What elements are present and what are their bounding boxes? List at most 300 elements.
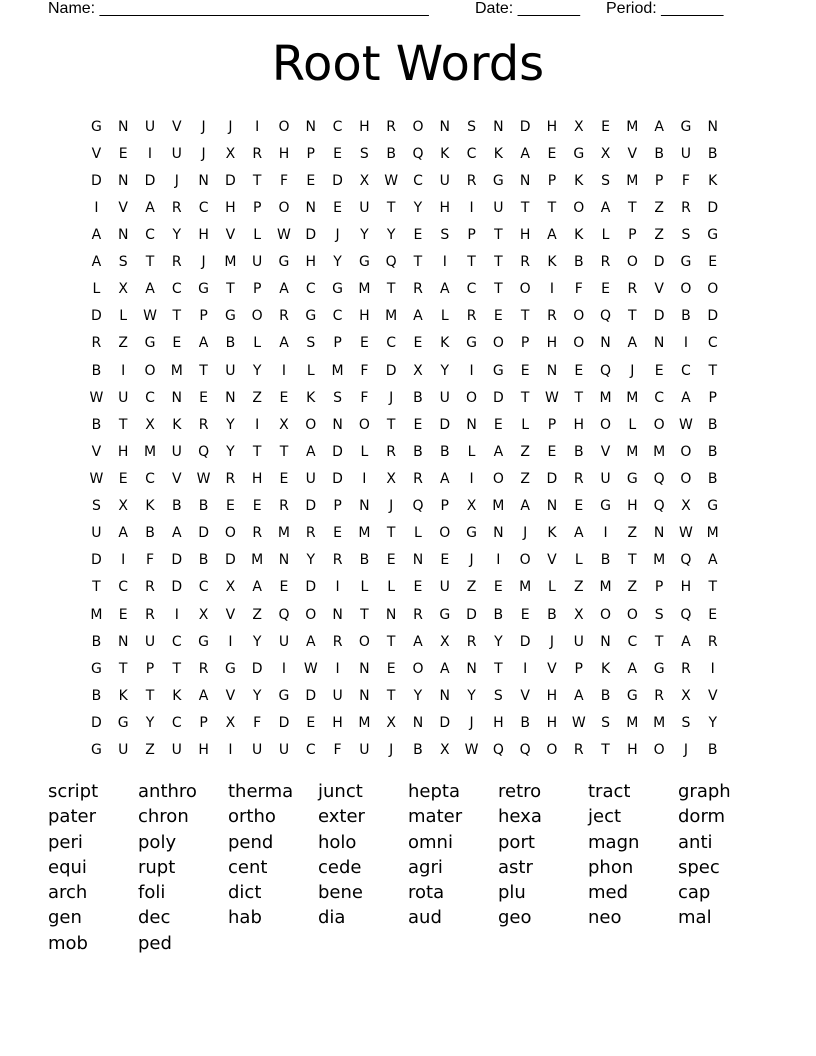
grid-cell: K	[574, 172, 584, 189]
grid-row	[83, 709, 726, 736]
grid-cell: T	[118, 660, 128, 677]
grid-cell: S	[654, 606, 664, 623]
grid-cell: H	[573, 416, 584, 433]
worksheet-header	[0, 0, 816, 20]
grid-cell: D	[439, 714, 451, 731]
grid-cell: M	[626, 389, 639, 406]
word-bank-item: dorm	[678, 806, 726, 828]
grid-cell: N	[412, 552, 424, 569]
grid-cell: Q	[680, 606, 692, 623]
grid-cell: T	[386, 525, 396, 542]
grid-cell: O	[653, 416, 665, 433]
word-bank-item: equi	[48, 856, 87, 878]
grid-cell: I	[710, 660, 715, 677]
grid-cell: N	[439, 118, 450, 135]
grid-cell: E	[252, 498, 262, 515]
grid-cell: J	[174, 172, 179, 189]
grid-row	[83, 737, 726, 764]
grid-cell: P	[628, 226, 637, 243]
grid-cell: Q	[198, 443, 210, 460]
grid-cell: D	[91, 172, 102, 189]
grid-cell: A	[279, 281, 289, 298]
grid-cell: D	[466, 606, 477, 623]
grid-cell: J	[228, 118, 233, 135]
grid-cell: C	[145, 226, 155, 243]
word-bank-item: hepta	[408, 781, 460, 802]
grid-cell: N	[305, 199, 317, 216]
grid-cell: J	[523, 525, 528, 542]
grid-cell: K	[306, 389, 316, 406]
grid-cell: A	[573, 525, 584, 542]
grid-cell: L	[360, 443, 369, 460]
grid-cell: I	[496, 552, 501, 569]
grid-cell: O	[680, 281, 692, 298]
grid-cell: G	[278, 687, 290, 704]
word-bank-item: dict	[228, 882, 262, 904]
grid-cell: B	[493, 606, 504, 623]
grid-cell: B	[413, 389, 423, 406]
word-bank-item: aud	[408, 907, 442, 929]
grid-cell: O	[224, 525, 236, 542]
grid-cell: Y	[413, 687, 423, 704]
grid-cell: H	[493, 714, 504, 731]
grid-cell: B	[359, 552, 370, 569]
grid-cell: W	[277, 226, 291, 243]
grid-cell: H	[546, 118, 558, 135]
grid-cell: U	[225, 362, 236, 379]
grid-cell: I	[523, 660, 528, 677]
grid-cell: A	[439, 281, 450, 298]
grid-cell: W	[571, 714, 586, 731]
grid-cell: J	[469, 714, 474, 731]
grid-cell: A	[600, 199, 611, 216]
word-search-grid	[83, 113, 726, 764]
grid-cell: G	[492, 172, 504, 189]
grid-cell: K	[145, 498, 155, 515]
grid-cell: C	[332, 118, 343, 135]
word-bank-item: foli	[138, 882, 166, 904]
grid-cell: N	[225, 389, 236, 406]
grid-cell: X	[145, 416, 155, 433]
grid-cell: M	[519, 579, 532, 596]
grid-cell: D	[707, 308, 719, 325]
grid-cell: G	[600, 498, 611, 515]
grid-cell: W	[89, 389, 104, 406]
grid-cell: R	[198, 416, 209, 433]
grid-cell: J	[335, 226, 340, 243]
grid-cell: E	[333, 145, 342, 162]
grid-cell: B	[547, 606, 557, 623]
grid-cell: E	[520, 606, 530, 623]
grid-cell: N	[117, 633, 129, 650]
grid-cell: D	[305, 687, 317, 704]
grid-cell: J	[201, 254, 206, 271]
grid-cell: A	[305, 633, 316, 650]
word-bank-item: mob	[48, 932, 88, 954]
grid-cell: J	[201, 118, 206, 135]
grid-cell: A	[681, 389, 691, 406]
grid-cell: S	[91, 498, 101, 515]
grid-cell: T	[172, 308, 182, 325]
grid-cell: L	[92, 281, 101, 298]
grid-cell: G	[573, 145, 585, 162]
grid-cell: O	[519, 281, 531, 298]
grid-cell: E	[520, 362, 530, 379]
grid-cell: X	[439, 742, 450, 759]
grid-cell: H	[546, 335, 558, 352]
grid-cell: B	[573, 254, 584, 271]
grid-cell: D	[305, 498, 317, 515]
grid-cell: N	[466, 660, 477, 677]
grid-cell: O	[305, 416, 317, 433]
grid-cell: B	[707, 416, 718, 433]
grid-row	[83, 194, 726, 221]
grid-cell: A	[627, 660, 638, 677]
grid-cell: K	[547, 525, 557, 542]
grid-cell: R	[413, 470, 423, 487]
grid-cell: Q	[653, 470, 665, 487]
grid-cell: E	[199, 389, 209, 406]
grid-cell: O	[626, 254, 638, 271]
word-bank-item: neo	[588, 907, 622, 929]
grid-cell: H	[627, 498, 638, 515]
grid-cell: T	[520, 308, 530, 325]
grid-cell: G	[707, 498, 719, 515]
grid-cell: C	[654, 389, 665, 406]
grid-cell: X	[225, 714, 236, 731]
word-bank-item: hexa	[498, 806, 542, 828]
grid-cell: G	[278, 254, 290, 271]
word-bank-item: hab	[228, 907, 262, 929]
grid-cell: T	[574, 389, 584, 406]
grid-cell: O	[358, 416, 370, 433]
grid-cell: U	[144, 118, 156, 135]
grid-cell: Y	[494, 633, 503, 650]
word-bank-item: therma	[228, 781, 294, 802]
grid-cell: Q	[680, 552, 692, 569]
grid-cell: M	[358, 525, 371, 542]
word-bank-item: dec	[138, 907, 171, 929]
grid-cell: N	[332, 606, 343, 623]
grid-cell: R	[91, 335, 102, 352]
grid-cell: E	[386, 660, 396, 677]
grid-cell: D	[224, 552, 236, 569]
grid-cell: O	[680, 470, 692, 487]
grid-cell: Y	[252, 362, 262, 379]
grid-cell: N	[546, 362, 558, 379]
grid-cell: D	[171, 579, 183, 596]
grid-cell: R	[681, 660, 691, 677]
word-bank-item: pend	[228, 831, 274, 853]
grid-cell: I	[94, 199, 99, 216]
grid-cell: P	[654, 172, 664, 189]
grid-cell: A	[439, 660, 450, 677]
grid-cell: H	[225, 199, 236, 216]
grid-cell: F	[360, 362, 369, 379]
grid-cell: U	[493, 199, 504, 216]
word-bank-item: phon	[588, 856, 634, 878]
word-bank-item: port	[498, 831, 535, 853]
grid-cell: I	[228, 633, 233, 650]
grid-cell: V	[225, 606, 236, 623]
grid-cell: T	[279, 443, 289, 460]
word-bank-item: anthro	[138, 781, 197, 802]
grid-cell: R	[332, 552, 343, 569]
grid-cell: M	[626, 118, 639, 135]
word-bank-item: graph	[678, 781, 731, 802]
grid-cell: I	[469, 470, 474, 487]
grid-cell: U	[439, 579, 450, 596]
grid-cell: B	[171, 498, 182, 515]
grid-cell: X	[413, 362, 423, 379]
grid-cell: C	[466, 145, 477, 162]
word-bank-item: rupt	[138, 856, 176, 878]
grid-cell: I	[549, 281, 555, 298]
grid-cell: C	[305, 742, 316, 759]
grid-row	[83, 547, 726, 574]
word-bank-item: med	[588, 882, 629, 904]
grid-cell: O	[278, 118, 290, 135]
grid-cell: U	[252, 742, 263, 759]
grid-cell: H	[305, 254, 317, 271]
grid-cell: F	[145, 552, 155, 569]
grid-cell: P	[440, 498, 449, 515]
word-bank-item: chron	[138, 806, 189, 828]
grid-cell: A	[198, 687, 209, 704]
grid-cell: L	[628, 416, 637, 433]
grid-cell: W	[545, 389, 559, 406]
grid-cell: T	[413, 254, 423, 271]
grid-cell: J	[389, 389, 394, 406]
grid-row	[83, 438, 726, 465]
grid-cell: G	[680, 254, 692, 271]
grid-cell: G	[224, 660, 236, 677]
grid-cell: O	[600, 416, 612, 433]
grid-cell: P	[145, 660, 155, 677]
grid-cell: I	[469, 362, 474, 379]
grid-cell: X	[279, 416, 289, 433]
grid-row	[83, 574, 726, 601]
grid-cell: Q	[600, 308, 612, 325]
grid-cell: I	[335, 660, 340, 677]
grid-cell: R	[198, 660, 209, 677]
grid-cell: N	[653, 335, 665, 352]
grid-cell: Q	[600, 362, 612, 379]
grid-cell: R	[600, 254, 611, 271]
grid-cell: H	[332, 714, 343, 731]
grid-cell: D	[91, 714, 102, 731]
grid-cell: P	[333, 498, 342, 515]
grid-row	[83, 357, 726, 384]
grid-cell: I	[281, 660, 287, 677]
grid-cell: G	[305, 308, 317, 325]
grid-cell: B	[707, 742, 718, 759]
grid-cell: O	[278, 199, 290, 216]
grid-cell: C	[681, 362, 691, 379]
grid-cell: I	[174, 606, 179, 623]
grid-cell: H	[680, 579, 692, 596]
grid-cell: L	[360, 579, 369, 596]
grid-cell: S	[681, 714, 691, 731]
grid-cell: R	[225, 470, 236, 487]
grid-cell: T	[386, 687, 396, 704]
grid-cell: M	[331, 362, 344, 379]
grid-cell: A	[627, 335, 638, 352]
grid-cell: Y	[413, 199, 423, 216]
grid-cell: Z	[654, 199, 664, 216]
grid-cell: B	[198, 498, 209, 515]
grid-cell: A	[681, 633, 691, 650]
grid-cell: Z	[573, 579, 584, 596]
grid-cell: T	[494, 660, 503, 677]
grid-cell: O	[707, 281, 719, 298]
grid-cell: Y	[226, 416, 235, 433]
grid-cell: Y	[172, 226, 182, 243]
grid-cell: O	[412, 660, 424, 677]
grid-cell: G	[707, 226, 719, 243]
grid-cell: G	[117, 714, 129, 731]
grid-cell: T	[494, 254, 503, 271]
grid-cell: R	[145, 579, 155, 596]
grid-cell: N	[546, 498, 558, 515]
grid-cell: M	[492, 498, 505, 515]
grid-cell: Q	[519, 742, 531, 759]
grid-cell: Z	[654, 226, 664, 243]
grid-cell: R	[547, 308, 557, 325]
grid-cell: T	[601, 742, 610, 759]
grid-cell: M	[626, 172, 639, 189]
grid-cell: M	[90, 606, 103, 623]
grid-cell: E	[547, 145, 557, 162]
grid-cell: X	[359, 172, 370, 189]
grid-cell: N	[412, 714, 424, 731]
grid-cell: E	[172, 335, 182, 352]
grid-cell: D	[707, 199, 719, 216]
word-bank-item: spec	[678, 856, 720, 878]
grid-cell: A	[145, 199, 155, 216]
word-bank-item: arch	[48, 882, 88, 904]
grid-cell: J	[549, 633, 555, 650]
grid-cell: E	[306, 172, 316, 189]
grid-cell: K	[440, 335, 450, 352]
grid-cell: B	[707, 470, 718, 487]
grid-cell: O	[466, 389, 478, 406]
grid-cell: R	[520, 254, 531, 271]
grid-cell: V	[172, 470, 182, 487]
grid-cell: D	[332, 172, 343, 189]
grid-cell: C	[171, 633, 182, 650]
grid-cell: K	[708, 172, 718, 189]
grid-cell: B	[707, 145, 718, 162]
grid-cell: P	[467, 226, 476, 243]
grid-cell: C	[198, 579, 209, 596]
grid-cell: Y	[226, 443, 235, 460]
grid-cell: O	[412, 118, 424, 135]
grid-cell: L	[253, 335, 262, 352]
grid-cell: C	[413, 172, 423, 189]
grid-cell: S	[359, 145, 369, 162]
grid-cell: X	[439, 633, 450, 650]
grid-cell: D	[519, 118, 531, 135]
grid-cell: B	[91, 687, 102, 704]
grid-cell: V	[627, 145, 638, 162]
grid-cell: W	[679, 416, 693, 433]
grid-cell: H	[519, 226, 531, 243]
word-bank-item: junct	[318, 781, 363, 802]
grid-cell: F	[279, 172, 288, 189]
grid-cell: Y	[252, 687, 262, 704]
grid-cell: O	[144, 362, 156, 379]
grid-cell: R	[654, 687, 664, 704]
grid-cell: O	[519, 552, 531, 569]
grid-cell: Z	[627, 525, 638, 542]
grid-cell: Q	[653, 498, 665, 515]
grid-cell: B	[600, 687, 611, 704]
grid-cell: N	[600, 335, 611, 352]
grid-cell: L	[440, 308, 449, 325]
grid-cell: S	[306, 335, 316, 352]
grid-cell: G	[680, 118, 692, 135]
grid-cell: D	[278, 714, 290, 731]
grid-cell: I	[255, 118, 260, 135]
grid-cell: B	[225, 335, 236, 352]
grid-row	[83, 303, 726, 330]
grid-cell: U	[118, 389, 129, 406]
word-bank-item: anti	[678, 831, 713, 853]
grid-cell: Z	[466, 579, 477, 596]
word-bank-item: mal	[678, 907, 712, 929]
grid-cell: E	[413, 416, 423, 433]
word-bank-item: gen	[48, 907, 82, 929]
grid-cell: E	[493, 579, 503, 596]
grid-cell: I	[121, 362, 126, 379]
grid-cell: V	[91, 145, 102, 162]
grid-cell: G	[358, 254, 370, 271]
name-field: Name: _____________________________________	[48, 0, 429, 17]
grid-cell: D	[385, 362, 397, 379]
grid-cell: E	[493, 416, 503, 433]
word-bank-item: cap	[678, 882, 711, 904]
grid-cell: D	[198, 525, 209, 542]
grid-cell: X	[386, 714, 396, 731]
word-bank-item: tract	[588, 781, 631, 802]
grid-cell: K	[172, 687, 182, 704]
grid-cell: H	[198, 742, 209, 759]
grid-cell: P	[333, 335, 342, 352]
grid-cell: H	[627, 742, 638, 759]
grid-cell: L	[119, 308, 128, 325]
grid-cell: R	[386, 118, 397, 135]
grid-cell: D	[439, 416, 451, 433]
grid-cell: G	[90, 118, 102, 135]
grid-cell: A	[279, 335, 289, 352]
grid-cell: W	[303, 660, 318, 677]
grid-cell: S	[493, 687, 503, 704]
grid-cell: B	[520, 714, 530, 731]
grid-cell: G	[466, 525, 477, 542]
grid-cell: S	[118, 254, 128, 271]
grid-cell: Z	[118, 335, 128, 352]
grid-cell: F	[333, 742, 342, 759]
grid-cell: I	[362, 470, 367, 487]
grid-cell: L	[574, 552, 583, 569]
grid-cell: N	[305, 118, 317, 135]
grid-cell: M	[599, 389, 612, 406]
grid-cell: P	[574, 660, 583, 677]
grid-cell: N	[707, 118, 718, 135]
grid-cell: T	[145, 254, 155, 271]
grid-cell: C	[145, 389, 155, 406]
